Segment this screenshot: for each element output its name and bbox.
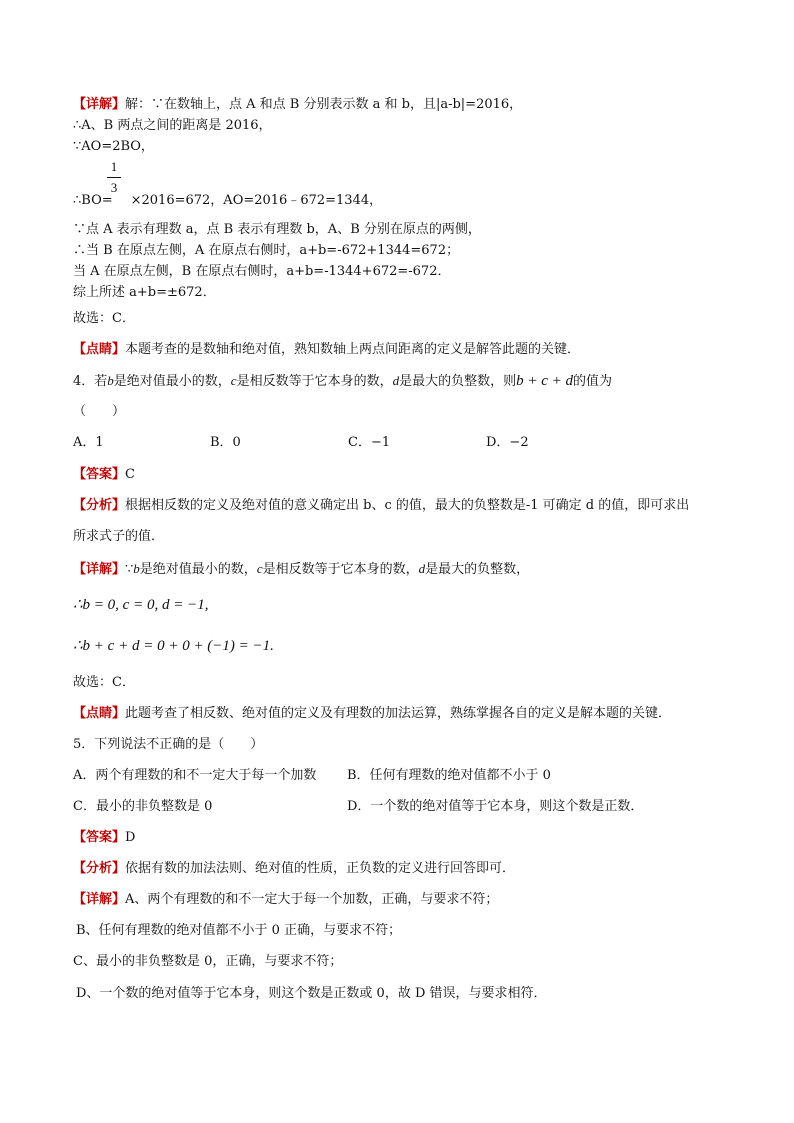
q4-stem-part: 是最大的负整数，则 bbox=[399, 374, 517, 389]
q4-stem-part: 的值为 bbox=[573, 374, 613, 389]
q4-analysis-text: 根据相反数的定义及绝对值的意义确定出 b、c 的值，最大的负整数是-1 可确定 d 的值，即可求出 bbox=[125, 498, 690, 513]
answer-tag: 【答案】 bbox=[73, 830, 126, 845]
q5-stem: 5．下列说法不正确的是（ ） bbox=[73, 737, 264, 752]
q5-option-c: C．最小的非负整数是 0 bbox=[73, 799, 213, 814]
q5-line-d: D、一个数的绝对值等于它本身，则这个数是正数或 0，故 D 错误，与要求相符． bbox=[76, 986, 547, 1001]
q3-comment bbox=[73, 341, 580, 359]
analysis-tag: 【分析】 bbox=[73, 861, 126, 876]
q5-detail bbox=[73, 891, 498, 909]
var-c: c bbox=[230, 373, 237, 388]
q4-comment-text: 此题考查了相反数、绝对值的定义及有理数的加法运算，熟练掌握各自的定义是解本题的关键． bbox=[125, 706, 672, 721]
fraction-numerator: 1 bbox=[110, 159, 118, 174]
q4-option-a: A．1 bbox=[73, 435, 104, 450]
q5-answer bbox=[73, 829, 135, 847]
q4-equation2: ∴b + c + d = 0 + 0 + (−1) = −1. bbox=[73, 638, 274, 654]
q5-line-b: B、任何有理数的绝对值都不小于 0 正确，与要求不符； bbox=[76, 923, 402, 938]
q4-answer-text: C bbox=[125, 467, 135, 482]
q4-paren: （ ） bbox=[73, 404, 126, 419]
var-b: b bbox=[133, 561, 140, 576]
q3-line4 bbox=[73, 192, 382, 210]
var-d: d bbox=[418, 561, 426, 576]
q4-answer bbox=[73, 466, 135, 484]
fraction-denominator: 3 bbox=[110, 180, 118, 195]
q5-answer-text: D bbox=[125, 830, 136, 845]
q4-analysis-line2: 所求式子的值． bbox=[73, 529, 165, 544]
q4-option-c: C．−1 bbox=[348, 435, 391, 450]
q4-option-d: D．−2 bbox=[486, 435, 529, 450]
comment-tag: 【点睛】 bbox=[73, 706, 126, 721]
q4-analysis-line1 bbox=[73, 497, 689, 515]
q4-detail-part: 是最大的负整数， bbox=[425, 562, 530, 577]
q4-equation1: ∴b = 0, c = 0, d = −1, bbox=[73, 597, 209, 613]
q3-detail-line1 bbox=[73, 96, 522, 114]
q3-choose: 故选：C． bbox=[73, 311, 135, 326]
q3-detail-text: 解：∵在数轴上，点 A 和点 B 分别表示数 a 和 b，且|a-b|=2016， bbox=[125, 97, 523, 112]
q4-choose: 故选：C． bbox=[73, 675, 135, 690]
q5-option-d: D．一个数的绝对值等于它本身，则这个数是正数． bbox=[347, 799, 644, 814]
q5-option-b: B．任何有理数的绝对值都不小于 0 bbox=[347, 768, 551, 783]
q3-line6: ∴当 B 在原点左侧，A 在原点右侧时，a+b=-672+1344=672； bbox=[73, 243, 460, 258]
q3-fraction bbox=[107, 160, 121, 195]
q3-comment-text: 本题考查的是数轴和绝对值，熟知数轴上两点间距离的定义是解答此题的关键． bbox=[125, 342, 581, 357]
q5-analysis-text: 依据有数的加法法则、绝对值的性质，正负数的定义进行回答即可． bbox=[125, 861, 516, 876]
q3-line3: ∵AO=2BO， bbox=[73, 139, 154, 154]
q4-detail bbox=[73, 560, 529, 579]
comment-tag: 【点睛】 bbox=[73, 342, 126, 357]
analysis-tag: 【分析】 bbox=[73, 498, 126, 513]
var-c: c bbox=[256, 561, 263, 576]
q3-line5: ∵点 A 表示有理数 a，点 B 表示有理数 b，A、B 分别在原点的两侧， bbox=[73, 222, 481, 237]
q4-detail-part: 是相反数等于它本身的数， bbox=[262, 562, 419, 577]
var-b: b bbox=[107, 373, 114, 388]
q3-line7: 当 A 在原点左侧，B 在原点右侧时，a+b=-1344+672=-672． bbox=[73, 264, 451, 279]
fraction-bar bbox=[107, 177, 121, 178]
detail-tag: 【详解】 bbox=[73, 562, 126, 577]
q5-line-c: C、最小的非负整数是 0，正确，与要求不符； bbox=[73, 954, 343, 969]
detail-tag: 【详解】 bbox=[73, 97, 126, 112]
q5-detail-text: A、两个有理数的和不一定大于每一个加数，正确，与要求不符； bbox=[125, 892, 499, 907]
q3-line4-pre: ∴BO= bbox=[73, 193, 113, 208]
q3-line4-post: ×2016=672，AO=2016﹣672=1344， bbox=[130, 193, 383, 208]
q4-comment bbox=[73, 705, 671, 723]
q4-stem bbox=[73, 372, 612, 391]
q4-stem-part: 4．若 bbox=[73, 374, 108, 389]
q5-option-a: A．两个有理数的和不一定大于每一个加数 bbox=[73, 768, 317, 783]
q5-analysis bbox=[73, 860, 515, 878]
q3-line8: 综上所述 a+b=±672． bbox=[73, 285, 216, 300]
q4-detail-part: 是绝对值最小的数， bbox=[139, 562, 257, 577]
answer-tag: 【答案】 bbox=[73, 467, 126, 482]
q4-option-b: B．0 bbox=[210, 435, 241, 450]
q3-line2: ∴A、B 两点之间的距离是 2016， bbox=[73, 118, 272, 133]
detail-tag: 【详解】 bbox=[73, 892, 126, 907]
q4-expression: b + c + d bbox=[516, 373, 574, 389]
q4-stem-part: 是相反数等于它本身的数， bbox=[236, 374, 393, 389]
q4-stem-part: 是绝对值最小的数， bbox=[113, 374, 231, 389]
q4-detail-part: ∵ bbox=[125, 562, 134, 577]
var-d: d bbox=[392, 373, 400, 388]
